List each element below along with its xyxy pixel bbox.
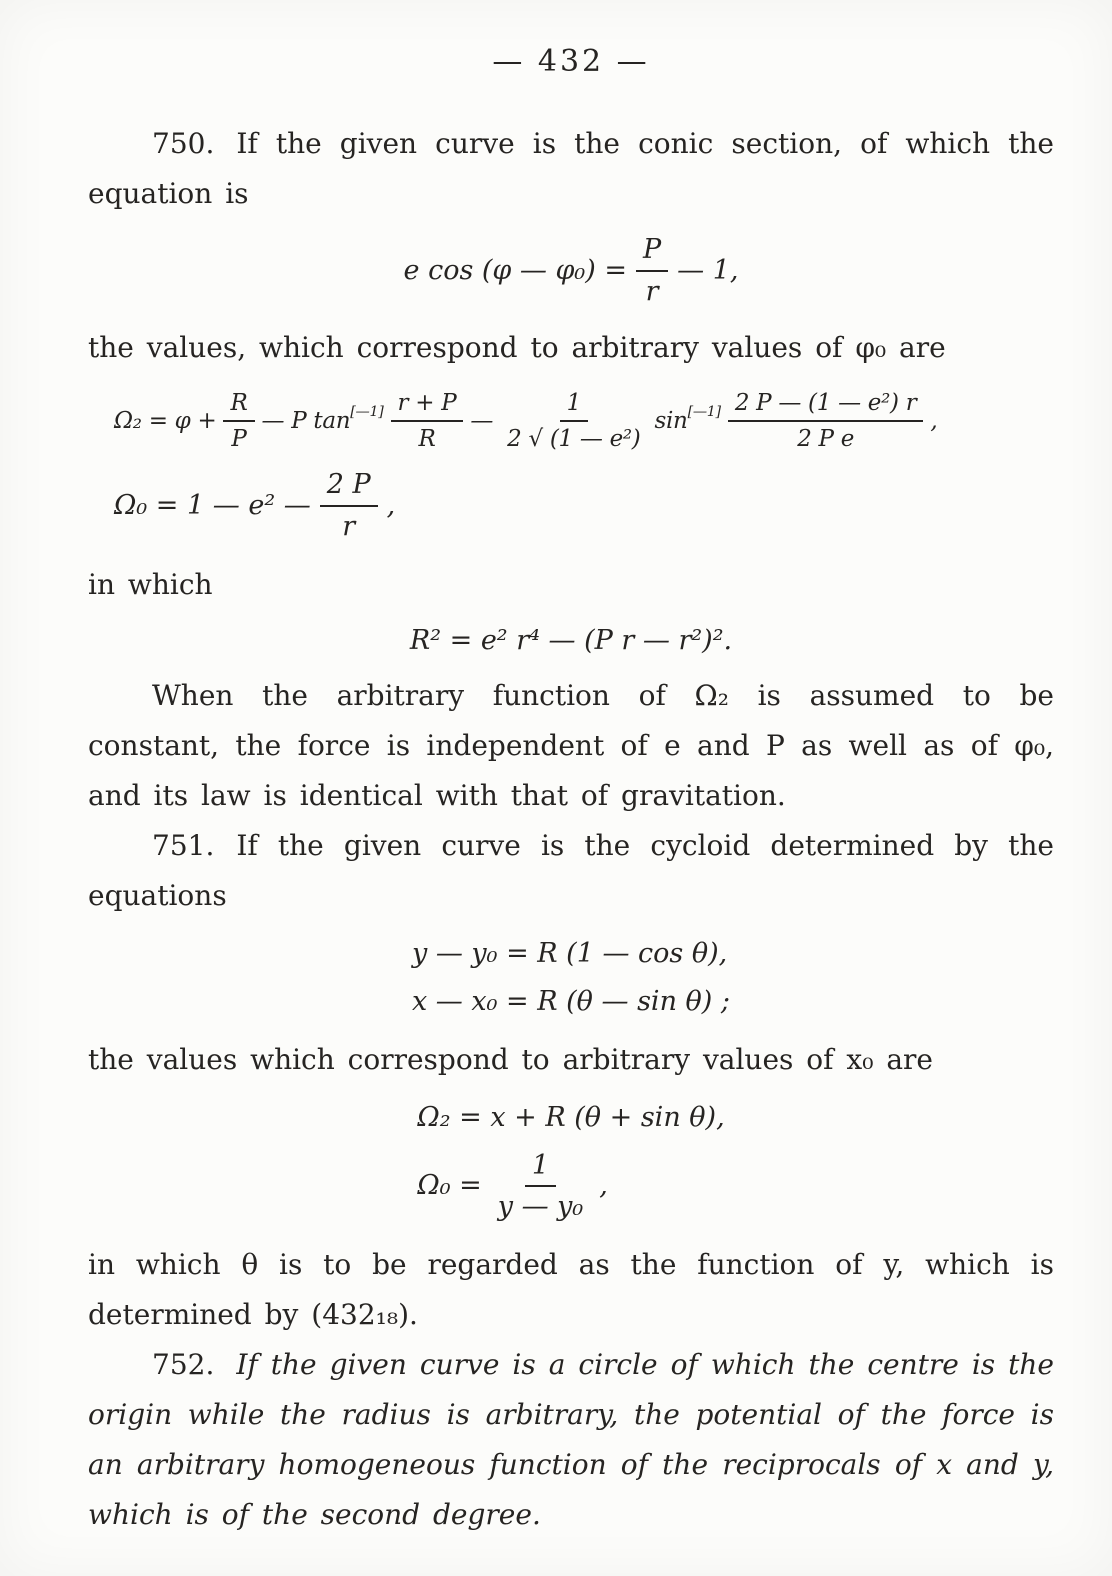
formula-omega2-conic [114, 389, 937, 455]
formula-part: Ω₀ = [417, 1170, 482, 1202]
fraction-denominator: r [342, 510, 356, 542]
fraction [320, 468, 378, 544]
inverse-superscript: [—1] [350, 403, 384, 420]
formula-omega-conic-group [114, 389, 937, 544]
fraction-numerator: 2 P [320, 468, 378, 507]
fraction-numerator: R [223, 389, 254, 423]
formula-conic-equation [88, 233, 1054, 309]
formula-omega0-cycloid [417, 1149, 608, 1225]
inverse-superscript: [—1] [687, 403, 721, 420]
values-line-751: the values which correspond to arbitrary values of x₀ are [88, 1042, 933, 1076]
formula-part: y — y₀ = R (1 — cos θ), [411, 938, 728, 970]
formula-conic-equation-row [88, 233, 1054, 309]
fraction-denominator: P [231, 426, 247, 453]
fraction-denominator: 2 P e [797, 426, 855, 453]
fraction [391, 389, 464, 455]
formula-part: Ω₀ = 1 — e² — [114, 489, 311, 521]
article-number-752: 752. [152, 1348, 215, 1381]
formula-cycloid-group [412, 937, 730, 1019]
formula-part: , [599, 1170, 608, 1202]
values-line-750: the values, which correspond to arbitrary values of φ₀ are [88, 330, 946, 364]
paragraph-751 [88, 821, 1054, 921]
fraction [636, 233, 668, 309]
formula-omega-cycloid-group [417, 1101, 724, 1224]
formula-part: — [470, 407, 494, 434]
formula-part: e cos (φ — φ₀) = [403, 254, 627, 286]
page-number: — 432 — [492, 44, 650, 79]
formula-part: — 1, [677, 254, 739, 286]
formula-part: — P tan [261, 407, 351, 434]
inverse-tangent [261, 403, 384, 436]
paragraph-gravitation-remark: When the arbitrary function of Ω₂ is assumed to be constant, the force is independent of e and P as well as of φ₀, and its law is identical with that of gravitation. [88, 679, 1054, 813]
formula-part: R² = e² r⁴ — (P r — r²)². [409, 624, 733, 656]
fraction-denominator: 2 √ (1 — e²) [507, 426, 641, 453]
paragraph-750-text: If the given curve is the conic section, of which the equation is [88, 127, 1054, 210]
formula-R-squared [88, 624, 1054, 658]
fraction-numerator: 2 P — (1 — e²) r [728, 389, 924, 423]
article-number-751: 751. [152, 829, 215, 863]
paragraph-theta-note: in which θ is to be regarded as the function of y, which is determined by (432₁₈). [88, 1248, 1054, 1331]
fraction [728, 389, 924, 455]
fraction-denominator: r [645, 275, 659, 307]
formula-part: Ω₂ = φ + [114, 407, 217, 434]
article-number-750: 750. [152, 127, 215, 160]
formula-part: Ω₂ = x + R (θ + sin θ), [417, 1101, 725, 1133]
formula-part: sin [654, 407, 688, 434]
fraction-numerator: r + P [391, 389, 464, 423]
paragraph-752-text: If the given curve is a circle of which the centre is the origin while the radius is arbitrary, the potential of the force is an arbitrary homogeneous function of the reciprocals of x and y, which is of the second degree. [88, 1348, 1054, 1531]
fraction-numerator: 1 [560, 389, 588, 423]
in-which-line: in which [88, 567, 213, 601]
formula-part: , [386, 489, 396, 521]
fraction [500, 389, 647, 455]
inverse-sine [654, 403, 721, 436]
paragraph-752 [88, 1340, 1054, 1540]
formula-part: , [930, 407, 938, 434]
fraction-numerator: 1 [525, 1149, 556, 1188]
formula-R-squared-wrap [88, 624, 1054, 658]
formula-cycloid-x [412, 985, 730, 1019]
fraction [223, 389, 254, 455]
paragraph-751-text: If the given curve is the cycloid determined by the equations [88, 829, 1054, 913]
fraction-denominator: R [418, 426, 436, 453]
formula-part: x — x₀ = R (θ — sin θ) ; [411, 986, 731, 1017]
paragraph-750 [88, 119, 1054, 219]
fraction [491, 1149, 591, 1225]
fraction-numerator: P [636, 233, 668, 272]
fraction-denominator: y — y₀ [497, 1191, 584, 1223]
formula-cycloid-y [412, 937, 727, 971]
formula-omega2-cycloid [417, 1101, 724, 1135]
formula-omega0-conic [114, 468, 395, 544]
